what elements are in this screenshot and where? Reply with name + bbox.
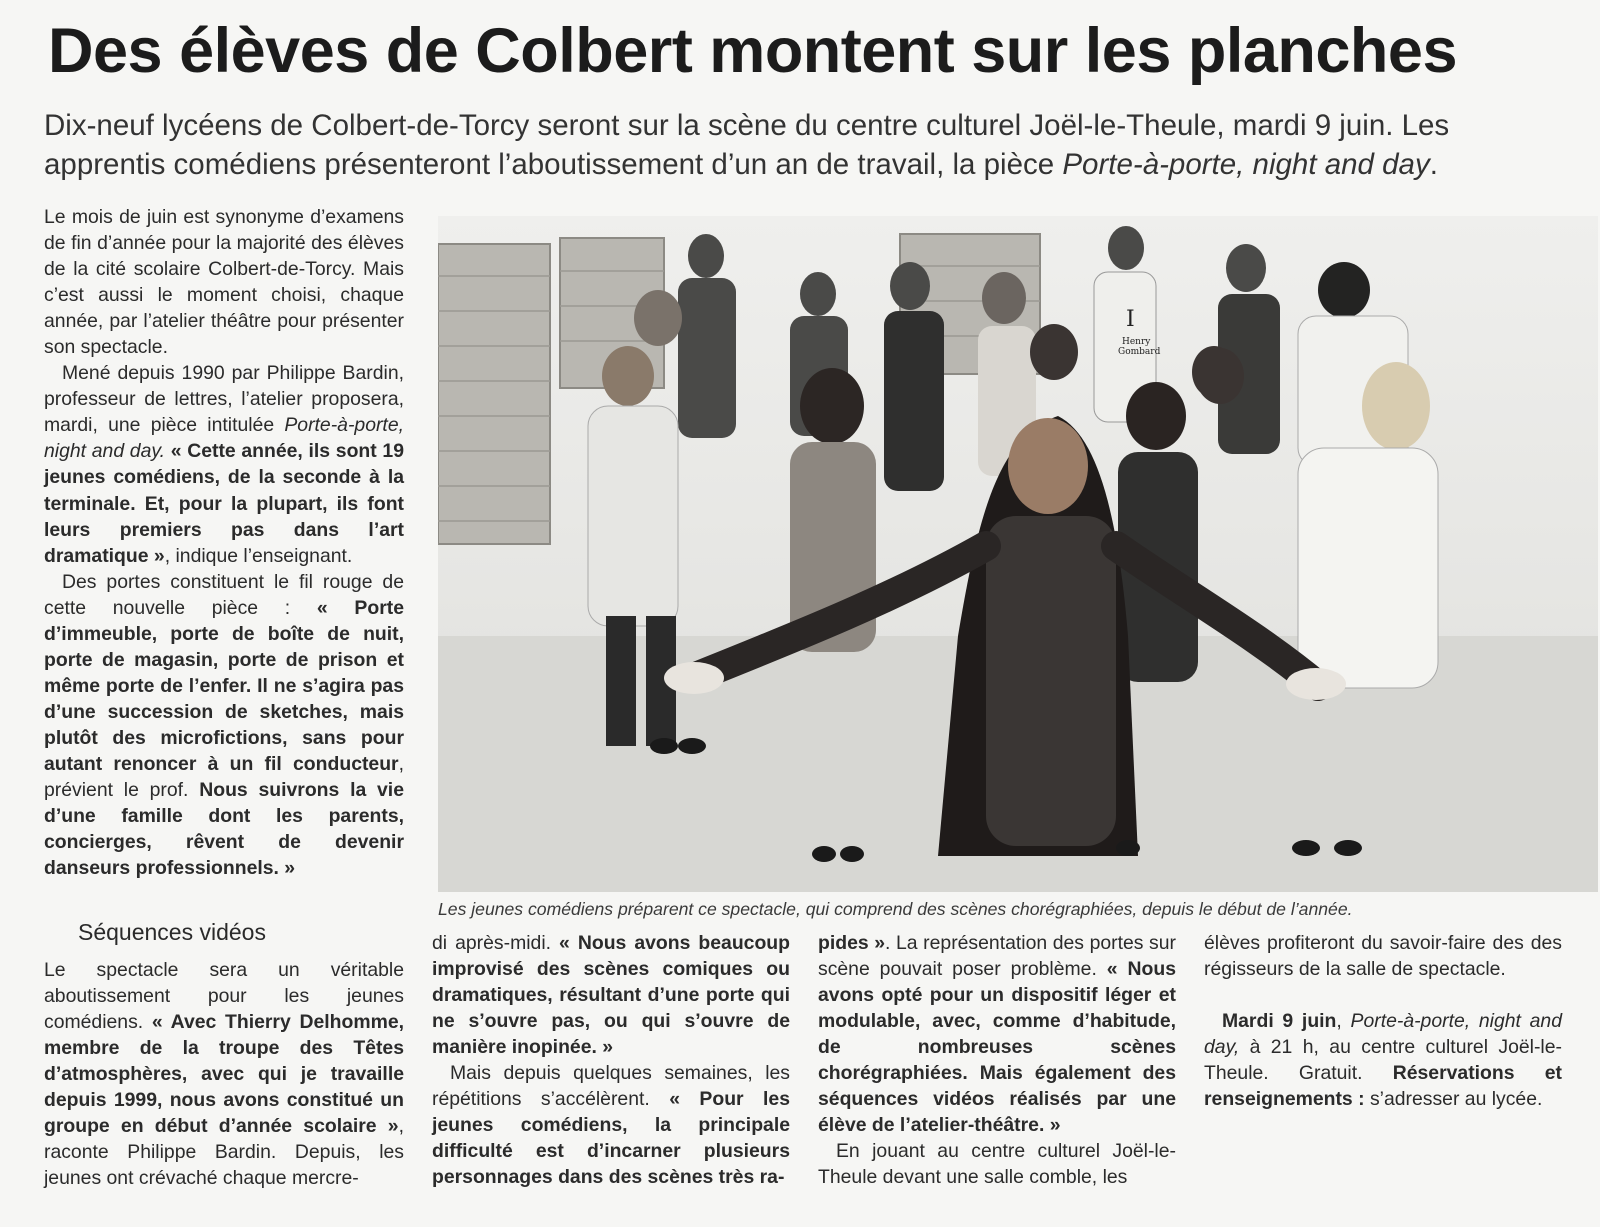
practical-info (1204, 1008, 1562, 1112)
paragraph-centre-culturel: En jouant au centre culturel Joël-le-Theule devant une salle comble, les (818, 1140, 1176, 1189)
standfirst-text: Dix-neuf lycéens de Colbert-de-Torcy seront sur la scène du centre culturel Joël-le-Theule, mardi 9 juin. Les apprentis comédiens présenteront l’aboutissement d’un an de travail, la pièce (44, 109, 1450, 181)
dispositif-text: . La représentation des portes sur scène pouvait poser problème. (818, 932, 1176, 981)
improvisation-quote: « Nous avons beaucoup improvisé des scènes comiques ou dramatiques, résultant d’une porte qui ne s’ouvre pas, ou qui s’ouvre de manière inopinée. » (432, 932, 790, 1059)
repetitions-quote: « Pour les jeunes comédiens, la principale difficulté est d’incarner plusieurs personnages dans des scènes très ra- (432, 1088, 790, 1189)
column-2 (432, 930, 790, 1190)
atelier-end: , indique l’enseignant. (164, 544, 353, 567)
play-title: Porte-à-porte, night and day (1062, 148, 1430, 181)
reservation-label: Réservations et renseignements : (1204, 1062, 1563, 1111)
column-3 (818, 930, 1176, 1190)
spectacle-end: , raconte Philippe Bardin. Depuis, les jeunes ont crévaché chaque mercre- (44, 1115, 404, 1190)
event-date: Mardi 9 juin (1222, 1010, 1337, 1033)
shirt-print-line-3: Gombard (1118, 347, 1161, 357)
paragraph-intro: Le mois de juin est synonyme d’examens de fin d’année pour la majorité des élèves de la cité scolaire Colbert-de-Torcy. Mais c’est aussi le moment choisi, chaque année, par l’atelier théâtre pour présenter son spectacle. (44, 206, 404, 359)
event-title: Porte-à-porte, night and day, (1204, 1010, 1562, 1059)
column-1-top (44, 204, 404, 881)
paragraph-dispositif (818, 930, 1176, 1138)
dispositif-quote-start: pides » (818, 932, 886, 954)
repetitions-text: Mais depuis quelques semaines, les répétitions s’accélèrent. (432, 1062, 790, 1111)
spectacle-quote: « Avec Thierry Delhomme, membre de la troupe des Têtes d’atmosphères, avec qui je travaille depuis 1999, nous avons constitué un groupe en début d’année scolaire » (44, 1011, 405, 1138)
paragraph-repetitions (432, 1060, 790, 1190)
atelier-quote: « Cette année, ils sont 19 jeunes comédiens, de la seconde à la terminale. Et, pour la plupart, ils font leurs premiers pas dans l’art dramatique » (44, 440, 404, 567)
shirt-print-line-2: Henry (1122, 337, 1151, 347)
spectacle-text: Le spectacle sera un véritable aboutissement pour les jeunes comédiens. (44, 959, 404, 1034)
paragraph-portes (44, 569, 404, 882)
group-photo (438, 216, 1598, 892)
reservation-details: s’adresser au lycée. (1364, 1088, 1543, 1111)
info-separator: , (1336, 1010, 1351, 1033)
headline: Des élèves de Colbert montent sur les planches (48, 16, 1457, 86)
portes-quote-2: Nous suivrons la vie d’une famille dont les parents, concierges, rêvent de devenir danseurs professionnels. » (44, 779, 404, 880)
shirt-print: I (1126, 307, 1135, 332)
atelier-text: Mené depuis 1990 par Philippe Bardin, professeur de lettres, l’atelier proposera, mardi, une pièce intitulée (44, 362, 404, 437)
photo-caption: Les jeunes comédiens préparent ce spectacle, qui comprend des scènes chorégraphiées, depuis le début de l’année. (438, 899, 1353, 919)
event-details: à 21 h, au centre culturel Joël-le-Theule. Gratuit. (1204, 1036, 1562, 1085)
paragraph-regisseurs: élèves profiteront du savoir-faire des des régisseurs de la salle de spectacle. (1204, 932, 1562, 981)
subheading: Séquences vidéos (78, 919, 266, 945)
wooden-panels (438, 234, 1040, 544)
paragraph-spectacle (44, 957, 404, 1191)
column-4 (1204, 930, 1562, 1112)
standfirst-end: . (1429, 148, 1438, 181)
dispositif-quote: « Nous avons opté pour un dispositif léger et modulable, avec, comme d’habitude, de nombreuses scènes chorégraphiées. Mais également des séquences vidéos réalisés par une élève de l’atelier-théâtre. » (818, 958, 1176, 1137)
column-1-bottom (44, 957, 404, 1191)
portes-text: Des portes constituent le fil rouge de cette nouvelle pièce : (44, 570, 404, 619)
standfirst (44, 106, 1564, 184)
atelier-title: Porte-à-porte, night and day. (44, 414, 404, 463)
group-photo-illustration (438, 216, 1598, 892)
paragraph-improvisation (432, 930, 790, 1060)
paragraph-atelier (44, 360, 404, 568)
portes-quote: « Porte d’immeuble, porte de boîte de nuit, porte de magasin, porte de prison et même porte de l’enfer. Il ne s’agira pas d’une succession de sketches, mais plutôt des microfictions, sans pour autant renoncer à un fil conducteur (44, 596, 404, 775)
portes-mid: , prévient le prof. (44, 752, 404, 802)
improvisation-text: di après-midi. (432, 932, 560, 954)
